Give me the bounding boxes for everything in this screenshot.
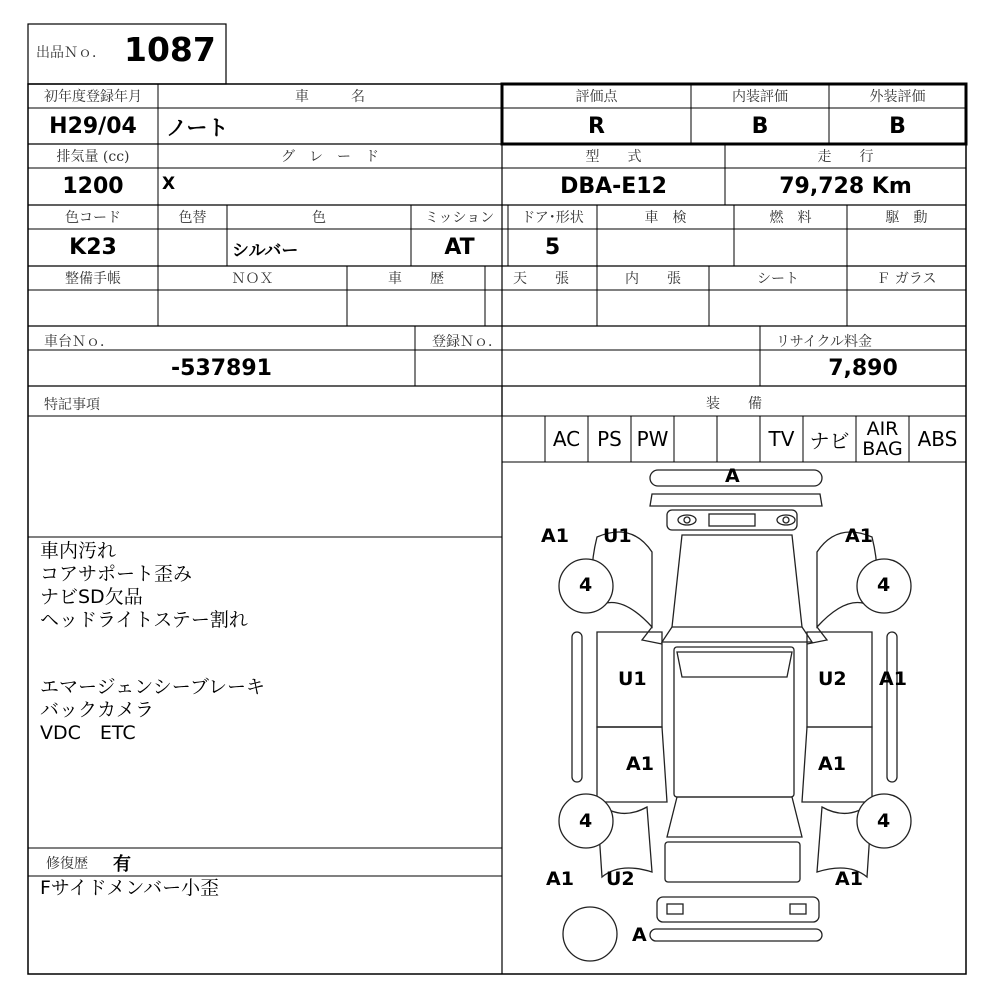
damage-rear: A <box>632 924 647 946</box>
color-name: シルバー <box>232 241 299 261</box>
equipment-airbag: AIR BAG <box>862 418 903 460</box>
header-mileage: 走 行 <box>817 149 874 165</box>
car-damage-diagram <box>502 462 966 974</box>
header-recolor: 色替 <box>178 210 207 226</box>
recolor <box>158 229 227 266</box>
header-exterior: 外装評価 <box>869 89 926 105</box>
header-chassis-number: 車台Ｎｏ． <box>44 334 114 350</box>
damage-front: A <box>725 465 740 487</box>
recycle-fee: 7,890 <box>828 355 898 381</box>
inspection <box>597 229 734 266</box>
damage-left-door: U1 <box>618 668 647 690</box>
damage-left-rear-door: A1 <box>626 753 654 775</box>
car-name: ノート <box>166 116 229 140</box>
damage-rear-left: A1 <box>546 868 574 890</box>
header-interior: 内装評価 <box>732 89 788 105</box>
equipment-cell-blank-2 <box>674 416 717 462</box>
header-front-glass: Ｆ ガラス <box>876 271 937 287</box>
header-fuel: 燃 料 <box>769 210 812 226</box>
damage-front-right: A1 <box>845 525 873 547</box>
header-seat: シート <box>757 271 799 287</box>
color-code: K23 <box>69 235 117 260</box>
header-interior-lining: 内 張 <box>625 271 681 287</box>
damage-right-door: U2 <box>818 668 847 690</box>
tire-rear-right: 4 <box>877 810 891 832</box>
equipment-navi: ナビ <box>809 428 850 453</box>
equipment-tv: TV <box>768 427 795 451</box>
header-repair-history: 修復歴 <box>46 856 88 872</box>
header-registration-number: 登録Ｎｏ． <box>432 334 502 350</box>
damage-rear-right: A1 <box>835 868 863 890</box>
header-drive: 駆 動 <box>885 210 928 226</box>
equipment-pw: PW <box>636 427 669 451</box>
header-history: 車 歴 <box>388 271 444 287</box>
equipment-ps: PS <box>597 427 622 451</box>
damage-front-left: A1 <box>541 525 569 547</box>
drive <box>847 229 966 266</box>
repair-history-value: 有 <box>113 854 131 875</box>
header-recycle-fee: リサイクル料金 <box>776 334 873 350</box>
header-roof-lining: 天 張 <box>513 271 569 287</box>
damage-right-rear-door: A1 <box>818 753 846 775</box>
lot-label: 出品Ｎｏ． <box>36 45 106 61</box>
equipment-abs: ABS <box>917 427 958 451</box>
special-notes: 車内汚れ コアサポート歪み ナビSD欠品 ヘッドライトステー割れ <box>40 540 248 631</box>
damage-rear-left-2: U2 <box>606 868 635 890</box>
header-nox: ＮＯＸ <box>231 271 274 287</box>
displacement: 1200 <box>62 174 124 199</box>
equipment-ac: AC <box>552 427 581 451</box>
tire-rear-left: 4 <box>579 810 593 832</box>
damage-right-sill: A1 <box>879 668 907 690</box>
repair-detail: Fサイドメンバー小歪 <box>40 877 220 899</box>
header-model: 型 式 <box>585 149 642 165</box>
header-equipment: 装 備 <box>706 396 762 412</box>
tire-front-left: 4 <box>579 574 593 596</box>
header-score: 評価点 <box>575 89 618 105</box>
header-displacement: 排気量 (cc) <box>56 149 130 165</box>
equipment-cell-blank-1 <box>502 416 545 462</box>
header-doors: ドア･形状 <box>521 210 584 226</box>
first-registration: H29/04 <box>49 113 137 139</box>
score-value: R <box>588 113 605 139</box>
header-color-code: 色コード <box>65 210 121 226</box>
chassis-number: -537891 <box>171 355 272 381</box>
header-grade: グ レ ー ド <box>281 149 379 165</box>
header-transmission: ミッション <box>424 210 495 226</box>
header-special-notes: 特記事項 <box>44 397 100 413</box>
tire-front-right: 4 <box>877 574 891 596</box>
options-notes: エマージェンシーブレーキ バックカメラ VDC ETC <box>40 676 266 744</box>
fuel <box>734 229 847 266</box>
transmission: AT <box>444 235 475 260</box>
header-color: 色 <box>312 210 326 226</box>
interior-grade: B <box>751 113 769 139</box>
damage-front-left-2: U1 <box>603 525 632 547</box>
model-code: DBA-E12 <box>560 174 667 199</box>
mileage: 79,728 Km <box>779 174 912 199</box>
doors: 5 <box>544 235 561 260</box>
header-first-registration: 初年度登録年月 <box>44 89 142 105</box>
lot-number: 1087 <box>124 30 216 69</box>
header-car-name: 車 名 <box>295 89 365 105</box>
equipment-cell-blank-3 <box>717 416 760 462</box>
header-inspection: 車 検 <box>644 210 687 226</box>
grade: X <box>162 174 176 194</box>
header-maintenance-book: 整備手帳 <box>65 271 121 287</box>
exterior-grade: B <box>889 113 906 139</box>
registration-number <box>415 350 760 386</box>
